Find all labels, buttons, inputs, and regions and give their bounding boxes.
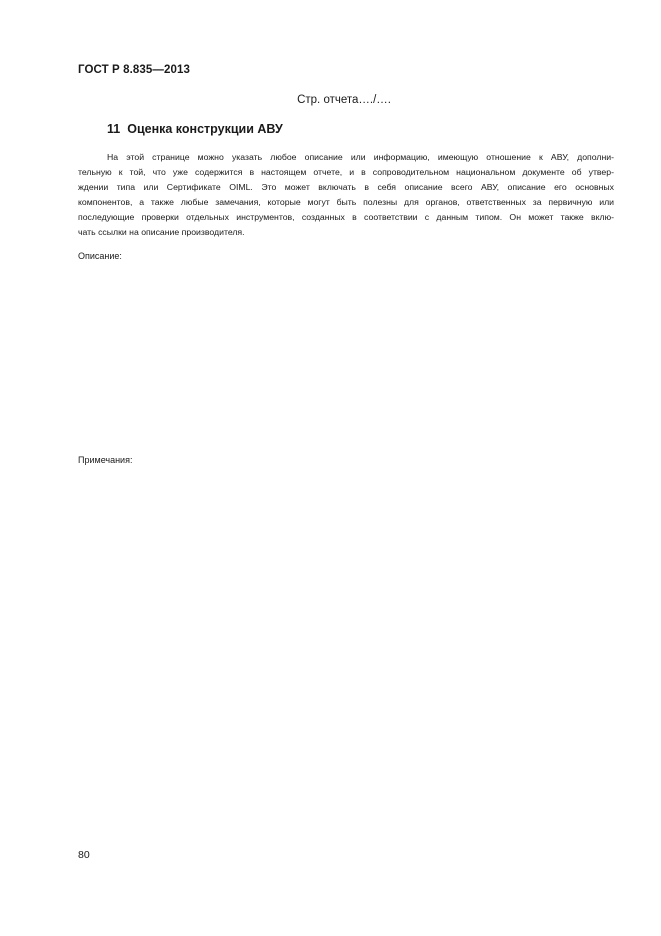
section-title-text: Оценка конструкции АВУ bbox=[127, 122, 283, 136]
intro-line: На этой странице можно указать любое описание или информацию, имеющую отношение к АВУ, дополни- bbox=[107, 152, 614, 162]
section-number: 11 bbox=[107, 122, 121, 136]
notes-label: Примечания: bbox=[78, 455, 133, 465]
intro-line: тельную к той, что уже содержится в настоящем отчете, и в сопроводительном национальном документе об утвер- bbox=[78, 167, 614, 177]
report-page-counter: Стр. отчета…./…. bbox=[297, 94, 391, 106]
page-number: 80 bbox=[78, 849, 90, 861]
intro-line: последующие проверки отдельных инструментов, созданных в соответствии с данным типом. Он может также вклю- bbox=[78, 212, 614, 222]
intro-line: чать ссылки на описание производителя. bbox=[78, 227, 245, 237]
intro-paragraph bbox=[78, 150, 614, 240]
intro-line: компонентов, а также любые замечания, которые могут быть полезны для органов, ответственных за первичную или bbox=[78, 197, 614, 207]
intro-line: ждении типа или Сертификате OIML. Это может включать в себя описание всего АВУ, описание его основных bbox=[78, 182, 614, 192]
standard-designation: ГОСТ Р 8.835—2013 bbox=[78, 64, 190, 76]
description-label: Описание: bbox=[78, 251, 122, 261]
section-heading bbox=[107, 122, 283, 136]
